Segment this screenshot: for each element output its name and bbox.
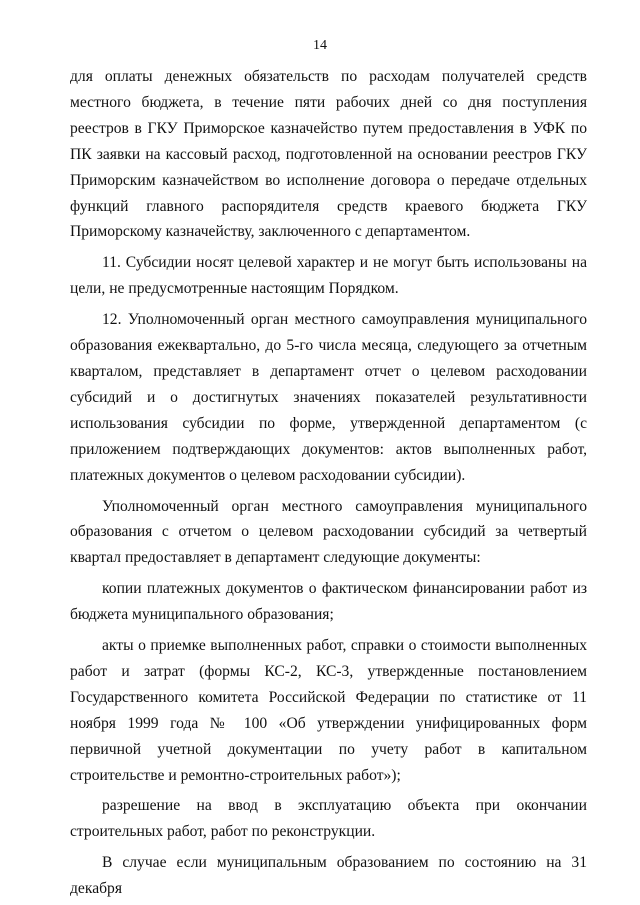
- paragraph-december-case: В случае если муниципальным образованием по состоянию на 31 декабря: [70, 854, 587, 898]
- paragraph-continuation: для оплаты денежных обязательств по расходам получателей средств местного бюджета, в течение пяти рабочих дней со дня поступления реестров в ГКУ Приморское казначейство путем предоставления в УФК по ПК заявки на кассовый расход, подготовленной на основании реестров ГКУ Приморским казначейством во исполнение договора о передаче отдельных функций главного распорядителя средств краевого бюджета ГКУ Приморскому казначейству, заключенного с департаментом.: [70, 68, 587, 241]
- paragraph-documents-intro: Уполномоченный орган местного самоуправления муниципального образования с отчетом о целевом расходовании субсидий за четвертый квартал предоставляет в департамент следующие документы:: [70, 497, 587, 567]
- document-body: [70, 64, 587, 902]
- paragraph-item-11: 11. Субсидии носят целевой характер и не могут быть использованы на цели, не предусмотренные настоящим Порядком.: [70, 254, 587, 298]
- paragraph-commissioning-permit: разрешение на ввод в эксплуатацию объекта при окончании строительных работ, работ по реконструкции.: [70, 797, 587, 841]
- paragraph-acceptance-acts: акты о приемке выполненных работ, справки о стоимости выполненных работ и затрат (формы КС-2, КС-3, утвержденные постановлением Государственного комитета Российской Федерации по статистике от 11 ноября 1999 года № 100 «Об утверждении унифицированных форм первичной учетной документации по учету работ в капитальном строительстве и ремонтно-строительных работ»);: [70, 637, 587, 784]
- paragraph-payment-copies: копии платежных документов о фактическом финансировании работ из бюджета муниципального образования;: [70, 580, 587, 624]
- paragraph-item-12: 12. Уполномоченный орган местного самоуправления муниципального образования ежеквартально, до 5-го числа месяца, следующего за отчетным кварталом, представляет в департамент отчет о целевом расходовании субсидий и о достигнутых значениях показателей результативности использования субсидии по форме, утвержденной департаментом (с приложением подтверждающих документов: актов выполненных работ, платежных документов о целевом расходовании субсидии).: [70, 311, 587, 484]
- page-number: 14: [313, 38, 327, 53]
